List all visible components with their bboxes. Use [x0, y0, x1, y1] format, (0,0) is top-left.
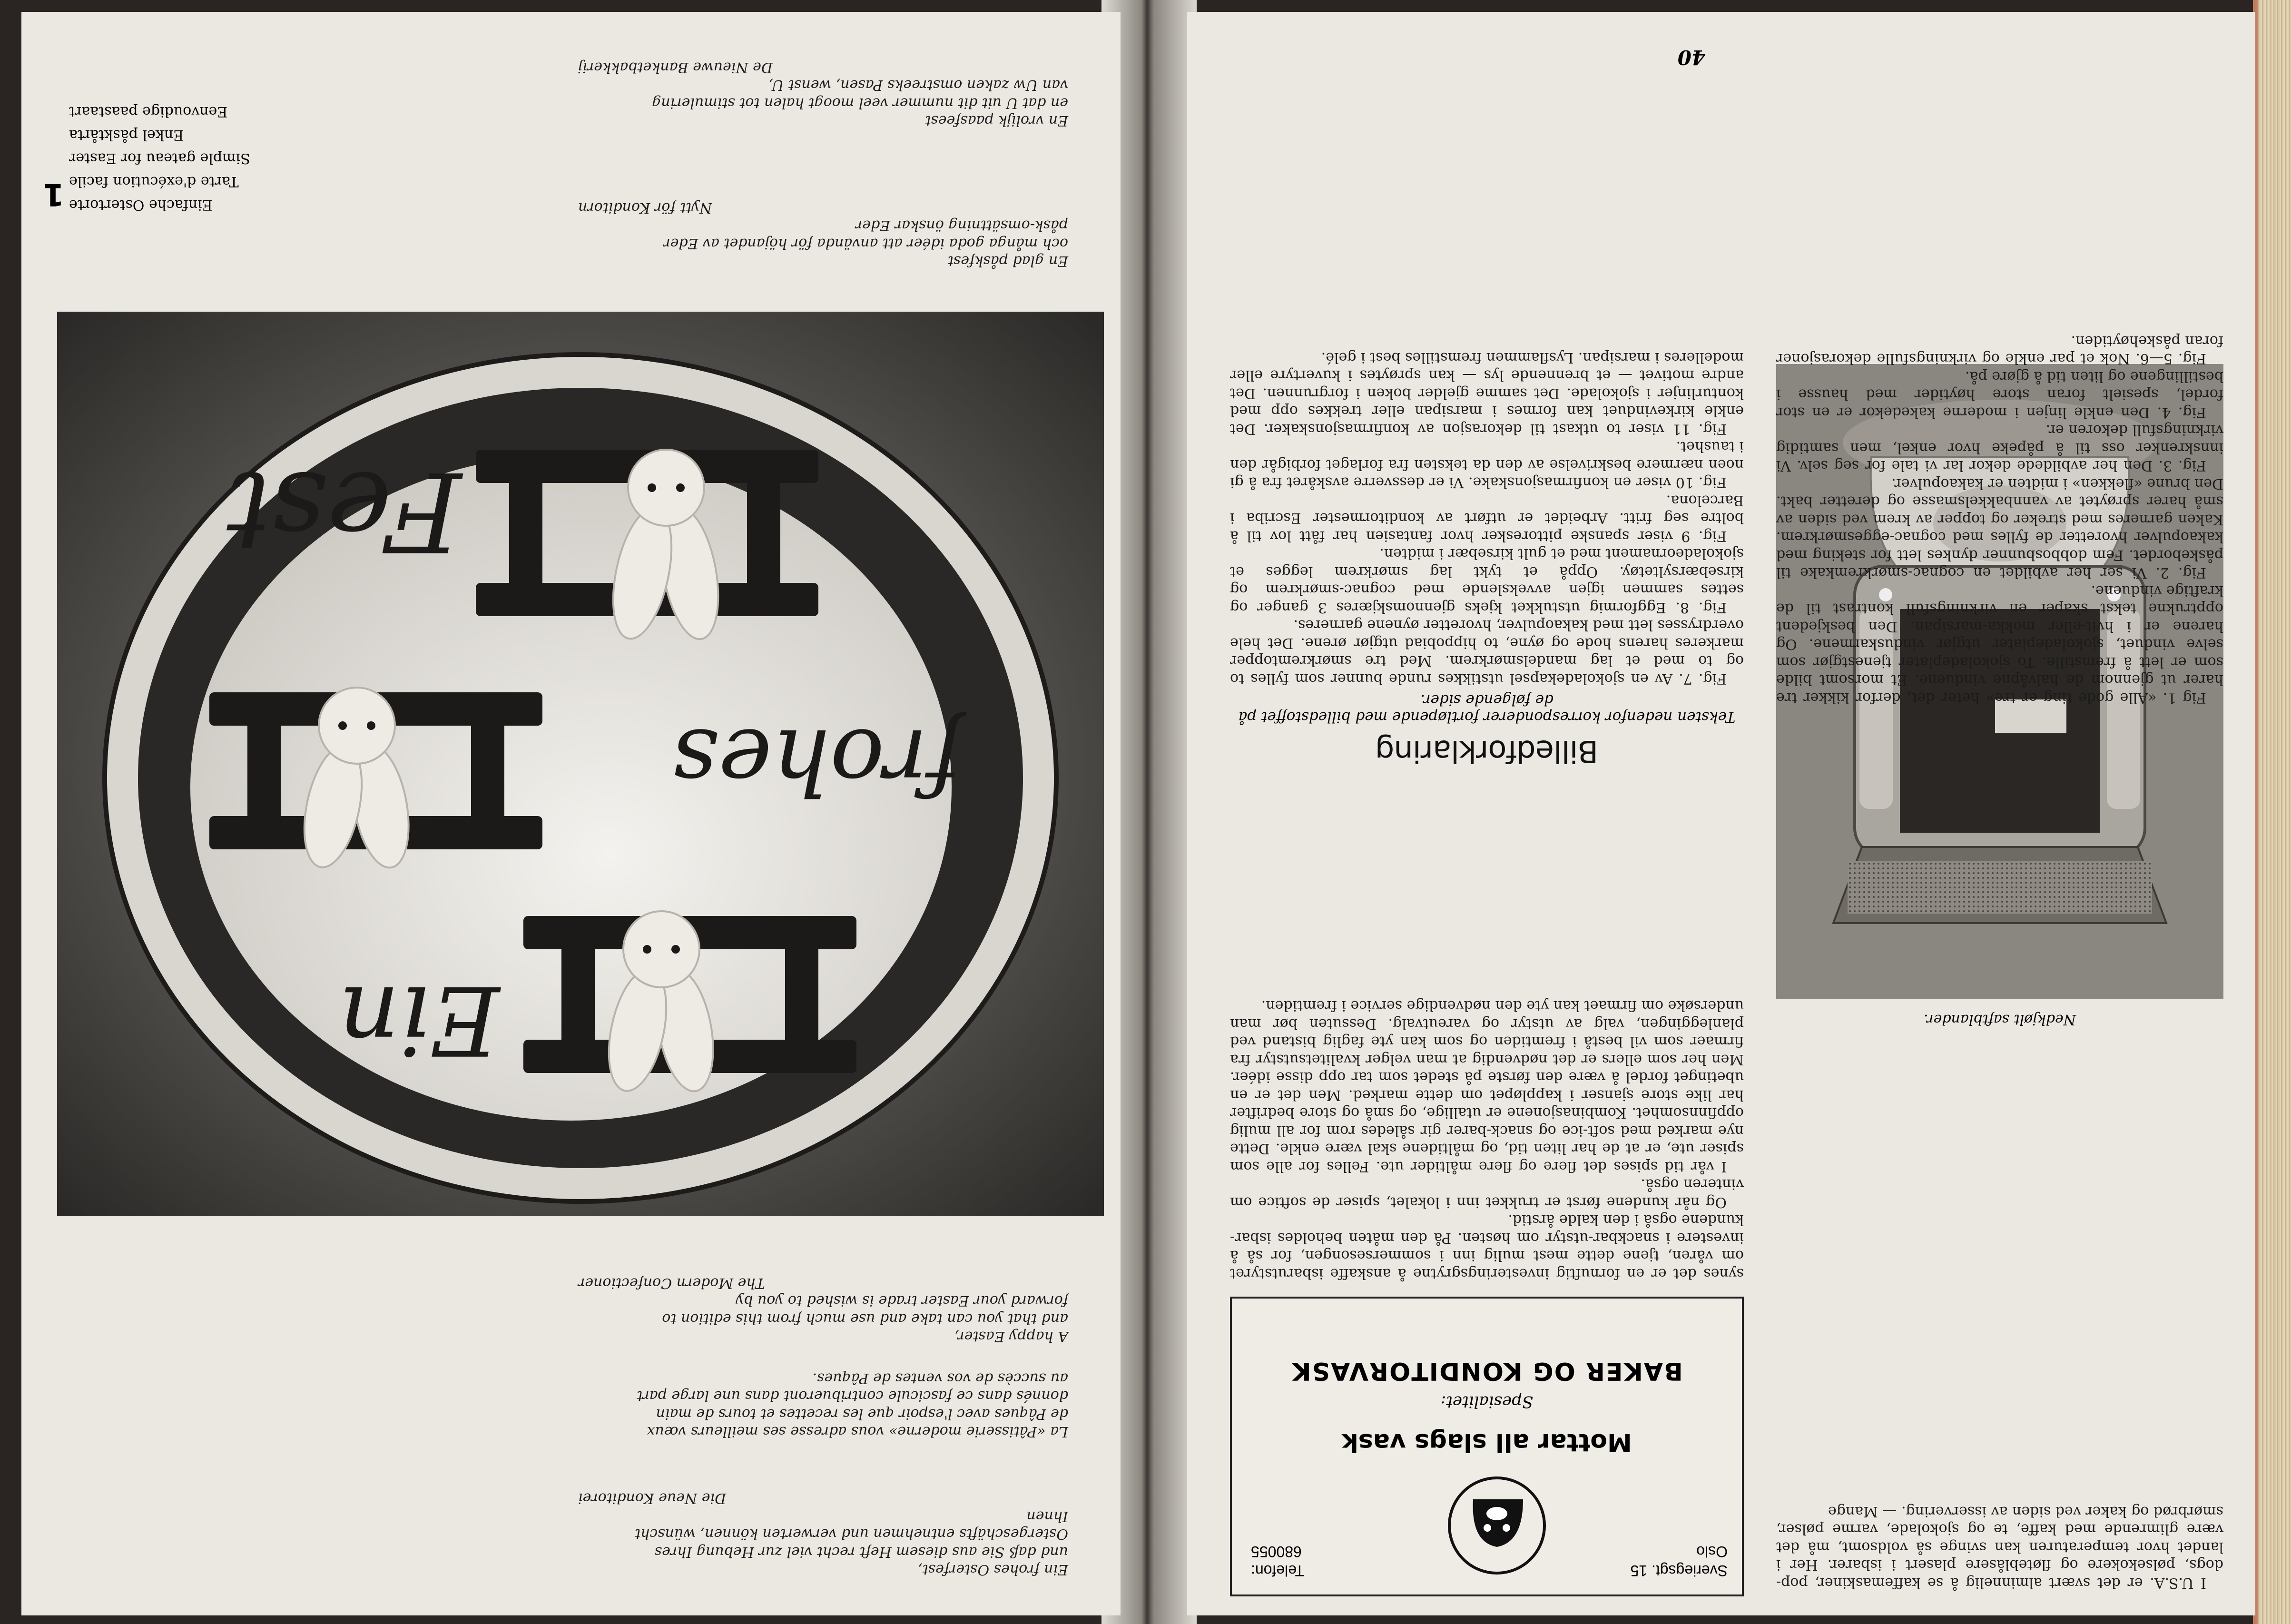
- column-a-top: [1776, 1503, 2223, 1592]
- paragraph: I vår tid spises det flere og flere måltider ute. Felles for alle som spiser ute, er at de har liten tid, og måltidene skal være enkle. Dette nye marked med soft-ice og snack-barer gir således rom for all mulig oppfinnsomhet. Kombinasjonene er utallige, og små og store bedrifter har like store sjanser i kappløpet om dette marked. Men det er en ubetinget fordel å være den første på stedet som tar opp disse idéer. Men her som ellers er det nødvendig at man velger kvalitetsutstyr fra firmaer som vil bestå i fremtiden og som kan yte faglig bistand ved planleggingen, valg av utstyr og vareutvalg. Dessuten bør man undersøke om firmaet kan yte den nødvendige service i fremtiden.: [1230, 997, 1744, 1175]
- ad-title: Mottar all slags vask: [1342, 1428, 1632, 1457]
- ad-address: Sveriegsgt. 15 Oslo: [1630, 1543, 1728, 1579]
- cake-script-ein: Ein: [338, 965, 500, 1075]
- figure-number: 1: [43, 177, 64, 212]
- greeting-english: [578, 1256, 1068, 1363]
- greeting-signature: Die Neue Konditorei: [578, 1490, 727, 1507]
- ad-specialty-label: Spesialitet:: [1440, 1392, 1534, 1411]
- column-a-bottom: [1776, 332, 2223, 707]
- fig-10-text: Fig. 10 viser en konfirmasjonskake. Vi er dessverre avskåret fra å gi noen nærmere beskrivelse av den da teksten fra forlaget forbigår den i taushet.: [1230, 438, 1744, 491]
- greeting-signature: The Modern Confectioner: [578, 1275, 765, 1291]
- section-lead: Teksten nedenfor korresponderer fortløpende med billedstoffet på de følgende sider.: [1238, 691, 1736, 726]
- figure-title: Enkel påsktårta: [69, 127, 184, 143]
- section-headline: Billedforklaring: [1375, 733, 1599, 768]
- ad-telephone: Telefon: 680055: [1251, 1543, 1305, 1579]
- laundry-bear-logo: [1433, 1471, 1561, 1580]
- page-edges: [2253, 0, 2291, 1624]
- fig-11-text: Fig. 11 viser to utkast til dekorasjon av konfirmasjonskaker. Det enkle kirkevinduet kan formes i marsipan eller trekkes opp med konturlinjer i sjokolade. Det samme gjelder boken i forgrunnen. Det andre motivet — et brennende lys — kan sprøytes i kuvertyre eller modelleres i marsipan. Lysflammen fremstilles best i gelé.: [1230, 349, 1744, 437]
- greeting-text: Ein frohes Osterfest, und daß Sie aus diesem Heft recht viel zur Hebung Ihres Ostergeschäfts entnehmen und verwerten können, wünscht Ihnen: [635, 1508, 1068, 1578]
- fig-5-6-text: Fig. 5—6. Nok et par enkle og virkningsfulle dekorasjoner foran påskehøytiden.: [1776, 333, 2223, 367]
- fig-2-text: Fig. 2. Vi ser her avbildet en cognac-smørkremkake til påskebordet. Fem dobbosbunner dynkes lett for steking med kakaopulver hvoretter de fylles med cognac-eggesmørkrem. Kaken garneres med streker og topper av krem ved siden av små harer sprøytet av vannbakkelsmasse og deretter bakt. Den brune «flekken» i midten er kakaopulver.: [1776, 475, 2223, 581]
- mixer-caption: Nedkjølt saftblander.: [1924, 1011, 2076, 1028]
- column-b-top: [1230, 997, 1744, 1282]
- paragraph: Og når kundene først er trukket inn i lokalet, spiser de softice om vinteren også.: [1230, 1176, 1744, 1211]
- column-b-bottom: [1230, 349, 1744, 688]
- fig-7-text: Fig. 7. Av en sjokoladekapsel utstikkes runde bunner som fylles to og to med et lag mandelsmørkrem. Med tre smørkremtopper markeres harens hode og øyne, to hippobiad utgjør ørene. Det hele overdrysses lett med kakaopulver, hvoretter øynene garneres.: [1230, 617, 1744, 687]
- figure-title: Tarte d'exécution facile: [69, 173, 239, 190]
- greeting-french: [578, 1369, 1068, 1459]
- fig-4-text: Fig. 4. Den enkle linjen i moderne kakedekor er en stor fordel, spesielt foran store høytider med hausse i bestillingene og liten tid å gjøre på.: [1776, 368, 2223, 421]
- greeting-text: A happy Easter, and that you can take and use much from this edition to forward your Easter trade is wished to you by: [662, 1292, 1068, 1345]
- ad-specialty: BAKER OG KONDITORVASK: [1291, 1357, 1683, 1385]
- figure-titles: [69, 100, 316, 217]
- cake-script-frohes: frohes: [672, 709, 961, 814]
- paragraph: synes det er en fornuftig investeringsgrytne å anskaffe isbarutstyret om våren, tjene dette mest mulig inn i sommersesongen, for så å investere i snackbar-utstyr om høsten. På den måten beholdes isbar-kundene også i den kalde årstid.: [1230, 1211, 1744, 1282]
- figure-title: Einfache Ostertorte: [69, 197, 213, 213]
- greeting-signature: Nytt för Konditorn: [578, 199, 712, 216]
- page-number: 40: [1677, 46, 1706, 69]
- greeting-german: [578, 1472, 1068, 1597]
- greeting-swedish: [578, 181, 1068, 288]
- paragraph: I U.S.A. er det svært alminnelig å se kaffemaskiner, pop-dogs, pølsekokere og fløteblåsere plasert i isbarer. Her i landet hvor temperaturen kan svinge så voldsomt, må det være glimrende med kaffe, te og sjokolade, varme pølser, smørbrød og kaker ved siden av isservering. — Mange: [1776, 1503, 2223, 1591]
- fig-1-text: Fig 1. «Alle gode ting er tre» heter det, derfor kikker tre harer ut gjennom de halvåpne vinduene. Et morsomt bilde som er lett å fremstille. To sjokoladeplater tjenestgjør som selve vinduet, sjokoladeplater utgjør vinduskarmene. Og harene er i hvit-eller mokka-marsipan. Den beskjedent opptrukne tekst skaper en virkningsfull kontrast til de kraftige vinduene.: [1776, 582, 2223, 706]
- cake-script-fest: Fest: [226, 447, 462, 574]
- fig-3-text: Fig. 3. Den her avbildede dekor lar vi tale for seg selv. Vi innskrenker oss til å påpeke hvor enkel, men samtidig virkningsfull dekoren er.: [1776, 422, 2223, 474]
- easter-cake-photo: [57, 312, 1104, 1216]
- fig-8-text: Fig. 8. Eggformig utstukket kjeks gjennomskjæres 3 ganger og settes sammen igjen avvekslende med cognac-smørkrem og kirsebærsyltetøy. Oppå et tykt lag smørkrem legges et sjokoladeornament med et gult kirsebær i midten.: [1230, 545, 1744, 616]
- greeting-signature: De Nieuwe Banketbakkerij: [578, 59, 773, 76]
- greeting-text: En vrolijk paasfeest en dat U uit dit nummer veel moogt halen tot stimulering van Uw zaken omstreeks Pasen, wenst U,: [652, 77, 1068, 129]
- greeting-text: La «Pâtisserie moderne» vous adresse ses meilleurs vœux de Pâques avec l'espoir que les recettes et tours de main donnés dans ce fascicule contribueront dans une large part au succès de vos ventes de Pâques.: [637, 1370, 1068, 1440]
- page-40: [1187, 12, 2255, 1615]
- page-photo: [21, 12, 1121, 1615]
- figure-title: Eenvoudige paastaart: [69, 103, 228, 120]
- figure-title: Simple gateau for Easter: [69, 150, 250, 167]
- laundry-advertisement: [1230, 1297, 1744, 1596]
- greeting-dutch: [578, 40, 1068, 148]
- greeting-text: En glad påskfest och många goda idéer att använda för höjandet av Eder påsk-omsättning önskar Eder: [663, 217, 1068, 270]
- fig-9-text: Fig. 9 viser spanske pittoresker hvor fantasien har fått lov til å boltre seg fritt. Arbeidet er utført av konditormester Escriba i Barcelona.: [1230, 492, 1744, 544]
